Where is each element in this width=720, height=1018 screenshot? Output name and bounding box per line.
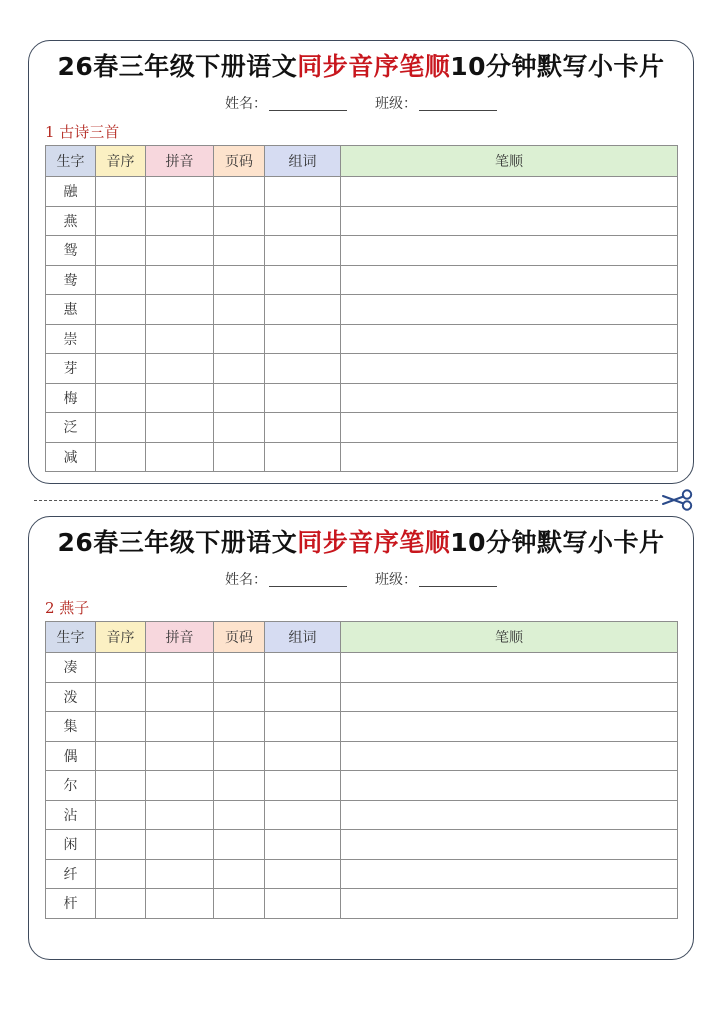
- pinyin-cell[interactable]: [146, 653, 214, 683]
- page-cell[interactable]: [214, 295, 265, 325]
- table-row: [46, 653, 678, 683]
- word-cell[interactable]: [265, 383, 341, 413]
- title-suffix: 10分钟默写小卡片: [450, 528, 665, 557]
- student-info: [29, 93, 693, 113]
- char-cell: 融: [46, 177, 96, 207]
- table-body: [46, 177, 678, 472]
- order-cell[interactable]: [96, 295, 146, 325]
- dictation-card-2: [28, 516, 694, 960]
- header-word: 组词: [265, 146, 341, 177]
- order-cell[interactable]: [96, 383, 146, 413]
- page-cell[interactable]: [214, 206, 265, 236]
- word-cell[interactable]: [265, 236, 341, 266]
- char-cell: 杆: [46, 889, 96, 919]
- page-cell[interactable]: [214, 741, 265, 771]
- table-row: [46, 295, 678, 325]
- page-cell[interactable]: [214, 682, 265, 712]
- stroke-cell[interactable]: [341, 177, 678, 207]
- table-row: [46, 771, 678, 801]
- word-cell[interactable]: [265, 354, 341, 384]
- lesson-title: 2 燕子: [45, 599, 90, 617]
- stroke-cell[interactable]: [341, 771, 678, 801]
- word-cell[interactable]: [265, 859, 341, 889]
- char-cell: 沾: [46, 800, 96, 830]
- lesson-title: 1 古诗三首: [45, 123, 120, 141]
- page-cell[interactable]: [214, 177, 265, 207]
- page-cell[interactable]: [214, 413, 265, 443]
- pinyin-cell[interactable]: [146, 265, 214, 295]
- header-row: [46, 622, 678, 653]
- char-cell: 尔: [46, 771, 96, 801]
- class-blank[interactable]: [419, 96, 497, 111]
- stroke-cell[interactable]: [341, 442, 678, 472]
- order-cell[interactable]: [96, 741, 146, 771]
- stroke-cell[interactable]: [341, 682, 678, 712]
- dictation-table: [45, 145, 678, 472]
- page-cell[interactable]: [214, 383, 265, 413]
- table-row: [46, 712, 678, 742]
- stroke-cell[interactable]: [341, 383, 678, 413]
- header-char: 生字: [46, 622, 96, 653]
- page-cell[interactable]: [214, 800, 265, 830]
- cut-line: [34, 500, 658, 501]
- word-cell[interactable]: [265, 771, 341, 801]
- name-label: 姓名：: [225, 96, 267, 112]
- char-cell: 凑: [46, 653, 96, 683]
- char-cell: 崇: [46, 324, 96, 354]
- pinyin-cell[interactable]: [146, 859, 214, 889]
- pinyin-cell[interactable]: [146, 413, 214, 443]
- table-row: [46, 682, 678, 712]
- pinyin-cell[interactable]: [146, 383, 214, 413]
- order-cell[interactable]: [96, 800, 146, 830]
- word-cell[interactable]: [265, 265, 341, 295]
- char-cell: 鸯: [46, 265, 96, 295]
- stroke-cell[interactable]: [341, 265, 678, 295]
- word-cell[interactable]: [265, 442, 341, 472]
- header-page: 页码: [214, 622, 265, 653]
- char-cell: 燕: [46, 206, 96, 236]
- table-row: [46, 800, 678, 830]
- order-cell[interactable]: [96, 653, 146, 683]
- pinyin-cell[interactable]: [146, 324, 214, 354]
- order-cell[interactable]: [96, 324, 146, 354]
- class-label: 班级：: [375, 96, 417, 112]
- word-cell[interactable]: [265, 741, 341, 771]
- order-cell[interactable]: [96, 771, 146, 801]
- stroke-cell[interactable]: [341, 712, 678, 742]
- title-suffix: 10分钟默写小卡片: [450, 52, 665, 81]
- word-cell[interactable]: [265, 653, 341, 683]
- scissors-icon: [659, 489, 695, 511]
- title-highlight: 同步音序笔顺: [297, 52, 451, 81]
- word-cell[interactable]: [265, 682, 341, 712]
- header-char: 生字: [46, 146, 96, 177]
- table-row: [46, 324, 678, 354]
- order-cell[interactable]: [96, 206, 146, 236]
- table-row: [46, 889, 678, 919]
- word-cell[interactable]: [265, 800, 341, 830]
- stroke-cell[interactable]: [341, 354, 678, 384]
- header-order: 音序: [96, 146, 146, 177]
- char-cell: 惠: [46, 295, 96, 325]
- pinyin-cell[interactable]: [146, 682, 214, 712]
- header-word: 组词: [265, 622, 341, 653]
- class-blank[interactable]: [419, 572, 497, 587]
- header-pinyin: 拼音: [146, 622, 214, 653]
- page-cell[interactable]: [214, 830, 265, 860]
- table-row: [46, 442, 678, 472]
- dictation-table: [45, 621, 678, 919]
- order-cell[interactable]: [96, 859, 146, 889]
- page-cell[interactable]: [214, 265, 265, 295]
- char-cell: 纤: [46, 859, 96, 889]
- char-cell: 减: [46, 442, 96, 472]
- header-pinyin: 拼音: [146, 146, 214, 177]
- order-cell[interactable]: [96, 265, 146, 295]
- word-cell[interactable]: [265, 413, 341, 443]
- order-cell[interactable]: [96, 830, 146, 860]
- word-cell[interactable]: [265, 324, 341, 354]
- char-cell: 集: [46, 712, 96, 742]
- page-cell[interactable]: [214, 653, 265, 683]
- pinyin-cell[interactable]: [146, 830, 214, 860]
- word-cell[interactable]: [265, 712, 341, 742]
- pinyin-cell[interactable]: [146, 771, 214, 801]
- order-cell[interactable]: [96, 354, 146, 384]
- pinyin-cell[interactable]: [146, 712, 214, 742]
- pinyin-cell[interactable]: [146, 442, 214, 472]
- table-row: [46, 265, 678, 295]
- pinyin-cell[interactable]: [146, 236, 214, 266]
- header-order: 音序: [96, 622, 146, 653]
- page-cell[interactable]: [214, 859, 265, 889]
- pinyin-cell[interactable]: [146, 889, 214, 919]
- order-cell[interactable]: [96, 889, 146, 919]
- name-blank[interactable]: [269, 96, 347, 111]
- page-cell[interactable]: [214, 889, 265, 919]
- stroke-cell[interactable]: [341, 653, 678, 683]
- stroke-cell[interactable]: [341, 830, 678, 860]
- title-prefix: 26春三年级下册语文: [57, 528, 298, 557]
- header-stroke: 笔顺: [341, 622, 678, 653]
- card-title: [29, 523, 693, 559]
- word-cell[interactable]: [265, 889, 341, 919]
- table-body: [46, 653, 678, 919]
- page-cell[interactable]: [214, 442, 265, 472]
- table-row: [46, 830, 678, 860]
- stroke-cell[interactable]: [341, 206, 678, 236]
- page-cell[interactable]: [214, 712, 265, 742]
- order-cell[interactable]: [96, 712, 146, 742]
- stroke-cell[interactable]: [341, 800, 678, 830]
- stroke-cell[interactable]: [341, 236, 678, 266]
- order-cell[interactable]: [96, 236, 146, 266]
- stroke-cell[interactable]: [341, 295, 678, 325]
- word-cell[interactable]: [265, 830, 341, 860]
- page-cell[interactable]: [214, 324, 265, 354]
- table-row: [46, 383, 678, 413]
- word-cell[interactable]: [265, 177, 341, 207]
- char-cell: 偶: [46, 741, 96, 771]
- char-cell: 泼: [46, 682, 96, 712]
- pinyin-cell[interactable]: [146, 800, 214, 830]
- char-cell: 芽: [46, 354, 96, 384]
- header-row: [46, 146, 678, 177]
- table-row: [46, 177, 678, 207]
- table-row: [46, 741, 678, 771]
- char-cell: 梅: [46, 383, 96, 413]
- stroke-cell[interactable]: [341, 889, 678, 919]
- page-cell[interactable]: [214, 354, 265, 384]
- page-cell[interactable]: [214, 771, 265, 801]
- order-cell[interactable]: [96, 442, 146, 472]
- pinyin-cell[interactable]: [146, 295, 214, 325]
- header-stroke: 笔顺: [341, 146, 678, 177]
- stroke-cell[interactable]: [341, 413, 678, 443]
- name-blank[interactable]: [269, 572, 347, 587]
- order-cell[interactable]: [96, 682, 146, 712]
- stroke-cell[interactable]: [341, 859, 678, 889]
- card-title: [29, 47, 693, 83]
- order-cell[interactable]: [96, 177, 146, 207]
- char-cell: 泛: [46, 413, 96, 443]
- pinyin-cell[interactable]: [146, 741, 214, 771]
- table-row: [46, 236, 678, 266]
- table-row: [46, 859, 678, 889]
- stroke-cell[interactable]: [341, 324, 678, 354]
- dictation-card-1: [28, 40, 694, 484]
- title-highlight: 同步音序笔顺: [297, 528, 451, 557]
- name-label: 姓名：: [225, 572, 267, 588]
- table-row: [46, 206, 678, 236]
- page-cell[interactable]: [214, 236, 265, 266]
- char-cell: 鸳: [46, 236, 96, 266]
- char-cell: 闲: [46, 830, 96, 860]
- title-prefix: 26春三年级下册语文: [57, 52, 298, 81]
- order-cell[interactable]: [96, 413, 146, 443]
- pinyin-cell[interactable]: [146, 354, 214, 384]
- table-row: [46, 413, 678, 443]
- table-row: [46, 354, 678, 384]
- word-cell[interactable]: [265, 295, 341, 325]
- header-page: 页码: [214, 146, 265, 177]
- class-label: 班级：: [375, 572, 417, 588]
- student-info: [29, 569, 693, 589]
- stroke-cell[interactable]: [341, 741, 678, 771]
- word-cell[interactable]: [265, 206, 341, 236]
- pinyin-cell[interactable]: [146, 177, 214, 207]
- pinyin-cell[interactable]: [146, 206, 214, 236]
